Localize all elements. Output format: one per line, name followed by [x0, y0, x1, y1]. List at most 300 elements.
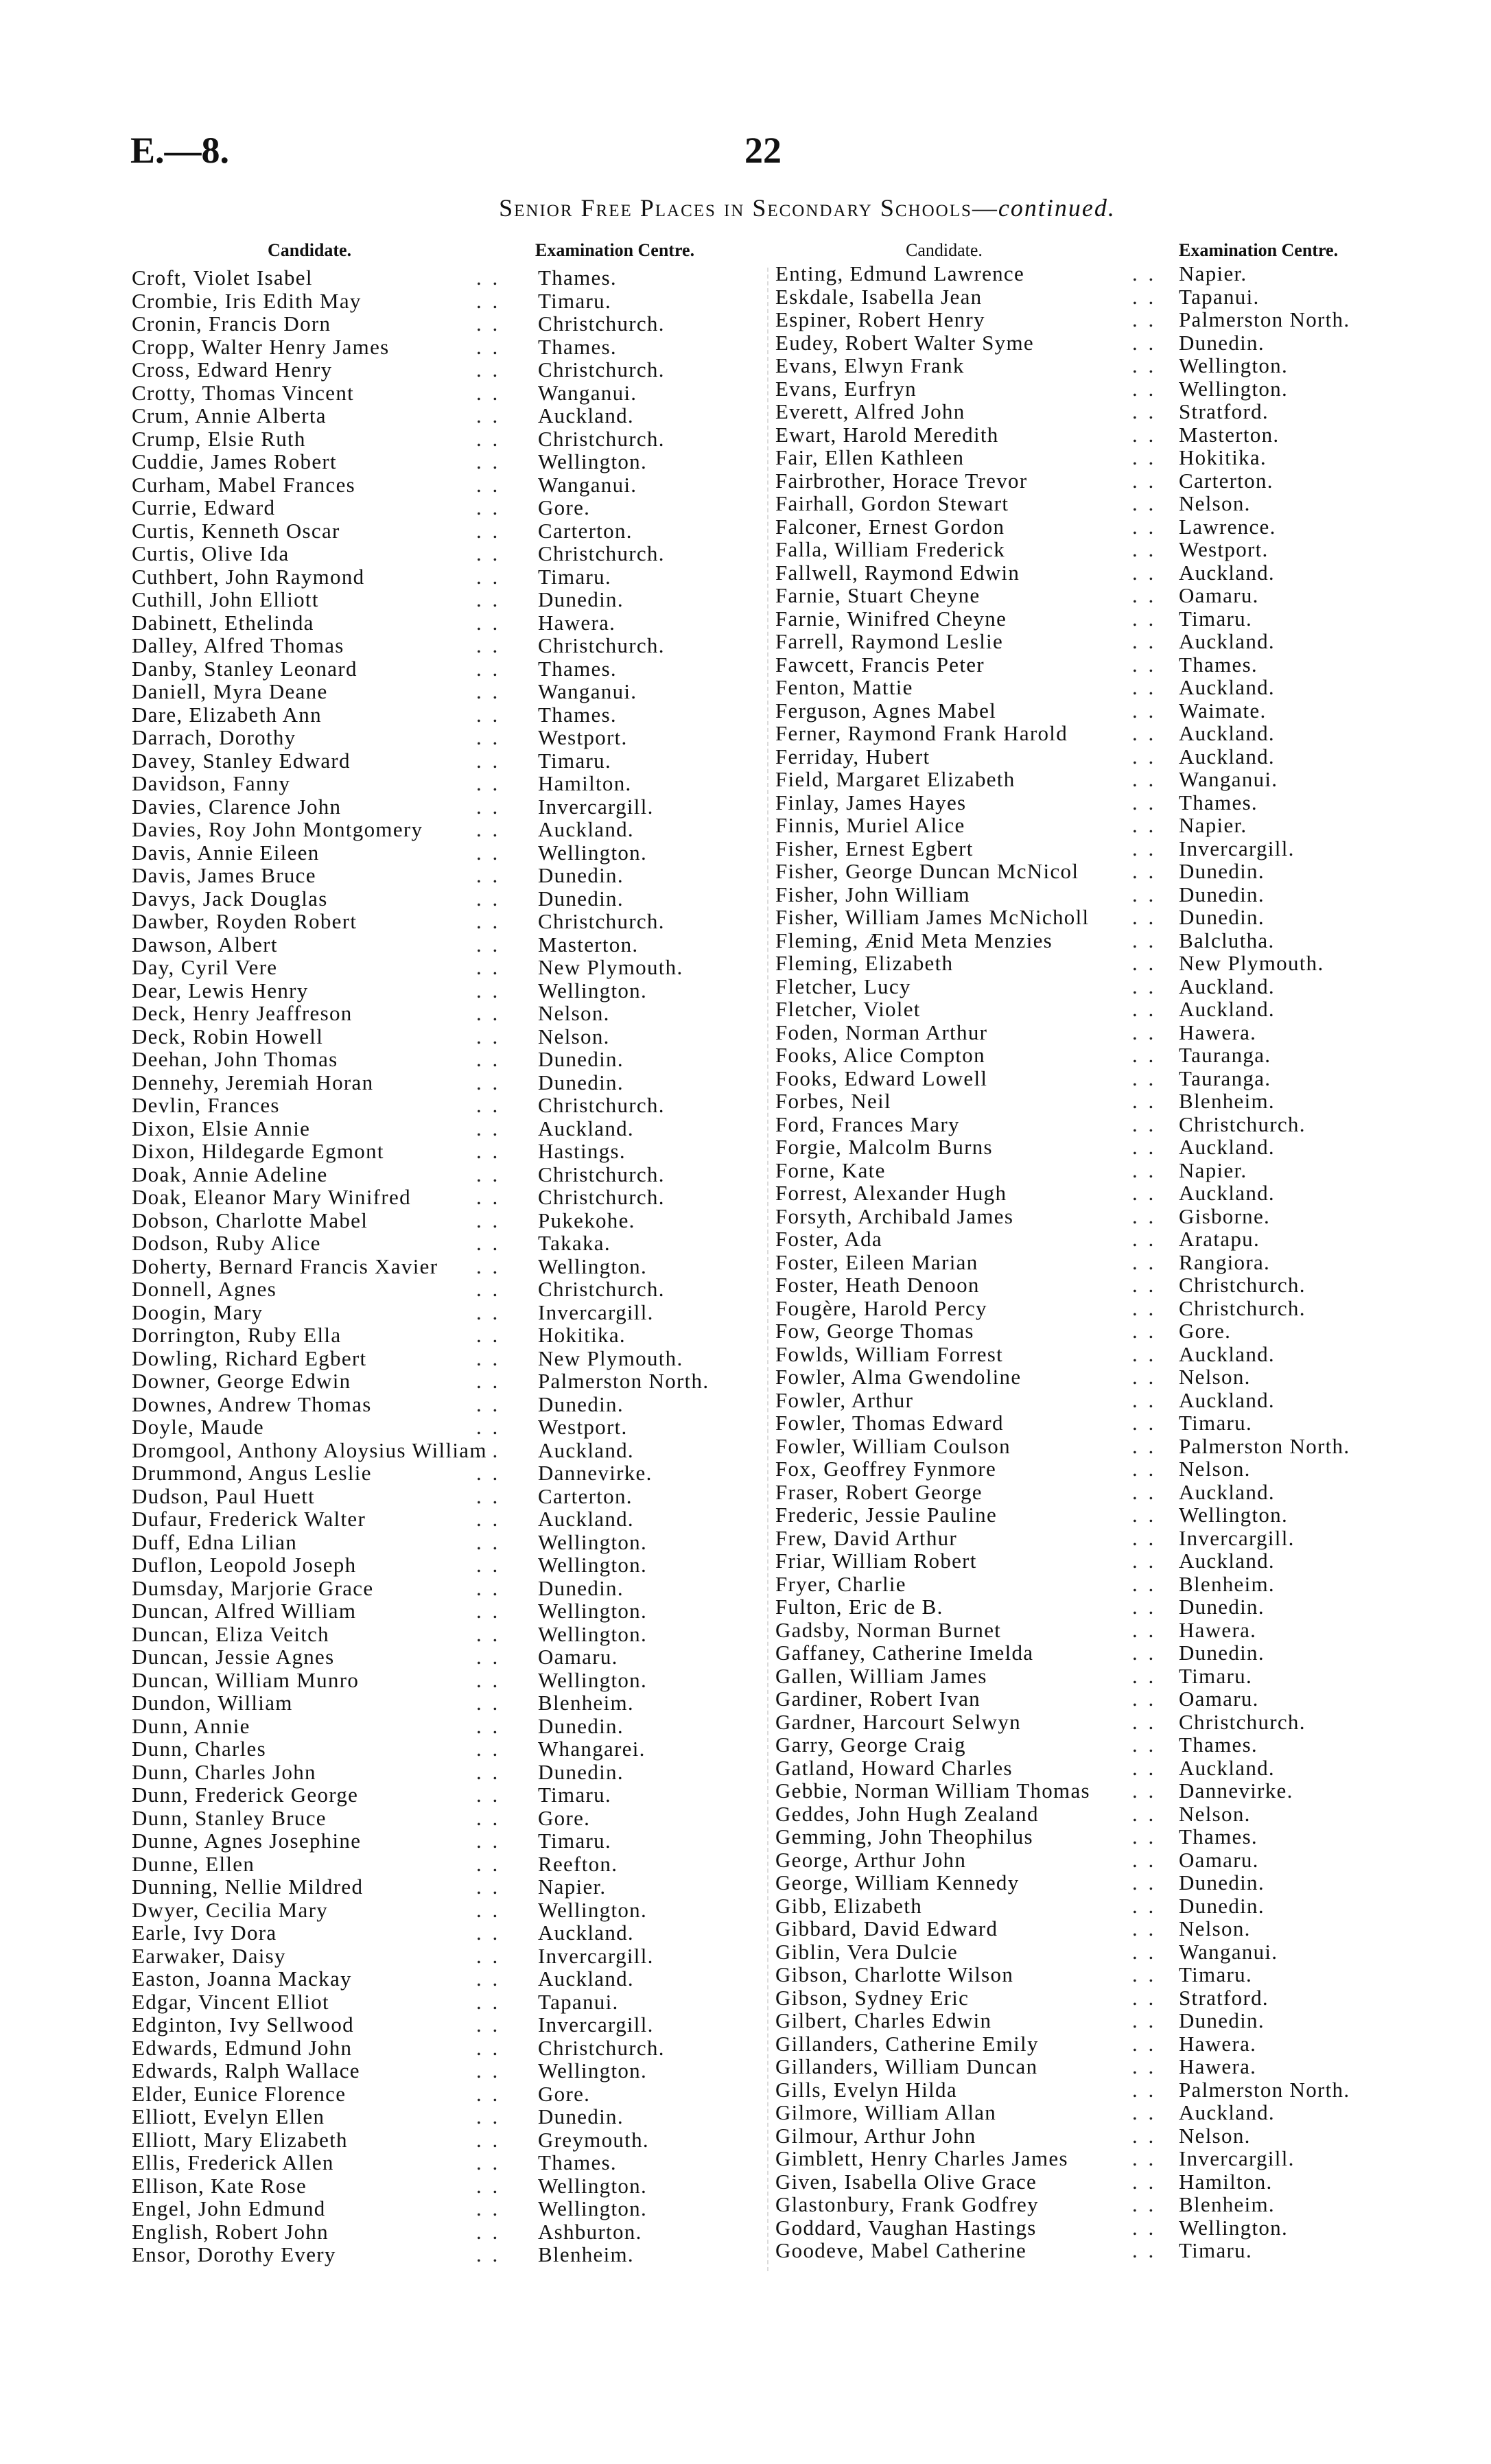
dot-leader	[476, 2220, 500, 2244]
table-row	[132, 1853, 749, 1876]
table-row	[132, 2220, 749, 2244]
table-row	[132, 2174, 749, 2198]
table-row	[775, 2032, 1393, 2056]
examination-centre: Wellington.	[538, 840, 648, 865]
table-row	[132, 588, 749, 611]
dot-leader	[476, 1462, 500, 1485]
dot-leader	[476, 2082, 500, 2106]
dot-leader	[476, 1393, 500, 1416]
candidate-name: Danby, Stanley Leonard	[132, 656, 357, 681]
dot-leader	[476, 2174, 500, 2198]
dot-leader	[476, 956, 500, 979]
candidate-name: Ford, Frances Mary	[775, 1112, 960, 1136]
dot-leader	[476, 1347, 500, 1370]
dot-leader	[1132, 1573, 1156, 1596]
candidate-name: Devlin, Frances	[132, 1093, 280, 1117]
dot-leader	[476, 887, 500, 911]
table-row	[775, 584, 1393, 607]
table-row	[775, 1940, 1393, 1964]
dot-leader	[476, 266, 500, 290]
dot-leader	[1132, 699, 1156, 723]
table-row	[775, 1573, 1393, 1596]
examination-centre: Auckland.	[1179, 1135, 1275, 1159]
examination-centre: Gore.	[1179, 1319, 1232, 1343]
candidate-name: Dunn, Charles	[132, 1737, 266, 1761]
examination-centre: Blenheim.	[1179, 1089, 1275, 1113]
dot-leader	[476, 1829, 500, 1853]
candidate-name: Frederic, Jessie Pauline	[775, 1503, 998, 1527]
candidate-name: Gilbert, Charles Edwin	[775, 2008, 992, 2032]
table-row	[775, 1963, 1393, 1986]
candidate-name: Fawcett, Francis Peter	[775, 652, 985, 677]
dot-leader	[1132, 1274, 1156, 1297]
dot-leader	[476, 2013, 500, 2037]
examination-centre: Dunedin.	[1179, 859, 1265, 883]
table-row	[775, 538, 1393, 561]
examination-centre: Christchurch.	[1179, 1295, 1306, 1320]
examination-centre: Tapanui.	[1179, 284, 1260, 309]
examination-centre: Christchurch.	[538, 1093, 665, 1117]
table-row	[132, 1209, 749, 1232]
examination-centre: Nelson.	[538, 1024, 610, 1048]
table-row	[132, 427, 749, 451]
table-row	[775, 607, 1393, 631]
examination-centre: Tauranga.	[1179, 1066, 1271, 1090]
table-row	[775, 1389, 1393, 1412]
candidate-name: Fairhall, Gordon Stewart	[775, 491, 1009, 515]
table-row	[775, 1549, 1393, 1573]
dot-leader	[476, 1853, 500, 1876]
table-row	[132, 312, 749, 336]
candidate-name: Ferriday, Hubert	[775, 744, 930, 768]
examination-centre: Carterton.	[538, 518, 633, 543]
table-row	[775, 1182, 1393, 1205]
dot-leader	[476, 1186, 500, 1209]
candidate-name: Gadsby, Norman Burnet	[775, 1617, 1002, 1642]
table-row	[775, 515, 1393, 539]
candidate-name: Fenton, Mattie	[775, 675, 913, 699]
examination-centre: Wellington.	[538, 2058, 648, 2082]
candidate-name: Elder, Eunice Florence	[132, 2081, 347, 2106]
candidate-name: Dixon, Hildegarde Egmont	[132, 1139, 384, 1163]
table-row	[775, 2101, 1393, 2124]
table-row	[775, 1411, 1393, 1435]
table-row	[775, 1687, 1393, 1711]
table-row	[132, 1715, 749, 1738]
examination-centre: Napier.	[1179, 813, 1247, 837]
dot-leader	[476, 1599, 500, 1623]
candidate-name: Ferguson, Agnes Mabel	[775, 698, 997, 723]
candidate-name: Forbes, Neil	[775, 1089, 891, 1113]
table-row	[775, 1825, 1393, 1849]
table-row	[132, 290, 749, 313]
dot-leader	[1132, 2193, 1156, 2216]
candidate-name: Ellis, Frederick Allen	[132, 2150, 334, 2174]
examination-centre: Dunedin.	[1179, 905, 1265, 929]
dot-leader	[476, 841, 500, 865]
dot-leader	[1132, 2147, 1156, 2170]
table-row	[775, 423, 1393, 447]
examination-centre: Christchurch.	[1179, 1273, 1306, 1297]
table-row	[775, 929, 1393, 952]
dot-leader	[1132, 1182, 1156, 1205]
table-row	[775, 561, 1393, 585]
examination-centre: Christchurch.	[538, 909, 665, 933]
dot-leader	[476, 519, 500, 543]
examination-centre: Dunedin.	[538, 2104, 624, 2128]
examination-centre: Thames.	[1179, 1824, 1258, 1849]
dot-leader	[476, 1025, 500, 1048]
dot-leader	[1132, 2124, 1156, 2148]
examination-centre: Thames.	[538, 334, 617, 359]
examination-centre: Auckland.	[538, 1116, 634, 1140]
examination-centre: Auckland.	[538, 1507, 634, 1531]
table-row	[132, 1163, 749, 1186]
examination-centre: Wellington.	[1179, 2215, 1289, 2240]
candidate-name: Geddes, John Hugh Zealand	[775, 1801, 1039, 1826]
examination-centre: Auckland.	[1179, 744, 1275, 768]
dot-leader	[476, 542, 500, 565]
examination-centre: Christchurch.	[538, 1162, 665, 1186]
table-row	[775, 331, 1393, 355]
table-row	[775, 1894, 1393, 1918]
examination-centre: Christchurch.	[538, 2035, 665, 2060]
table-row	[132, 519, 749, 543]
table-row	[132, 1899, 749, 1922]
candidate-name: Fletcher, Lucy	[775, 974, 911, 998]
table-row	[132, 1347, 749, 1370]
examination-centre: Auckland.	[538, 403, 634, 427]
table-row	[132, 634, 749, 657]
examination-centre: Dunedin.	[538, 886, 624, 911]
candidate-name: Darrach, Dorothy	[132, 725, 296, 749]
examination-centre: Wellington.	[538, 1254, 648, 1278]
examination-centre: Christchurch.	[538, 1277, 665, 1301]
dot-leader	[476, 427, 500, 451]
examination-centre: Hawera.	[1179, 2031, 1257, 2056]
table-row	[132, 496, 749, 519]
table-row	[132, 358, 749, 382]
candidate-name: Cuthill, John Elliott	[132, 587, 319, 611]
table-row	[132, 1025, 749, 1048]
dot-leader	[1132, 745, 1156, 768]
examination-centre: Auckland.	[1179, 560, 1275, 585]
candidate-name: Field, Margaret Elizabeth	[775, 767, 1015, 791]
examination-centre: Greymouth.	[538, 2127, 649, 2152]
dot-leader	[476, 2197, 500, 2220]
examination-centre: Dunedin.	[1179, 882, 1265, 906]
dot-leader	[476, 1807, 500, 1830]
dot-leader	[1132, 1228, 1156, 1251]
examination-centre: Dunedin.	[538, 863, 624, 887]
dot-leader	[476, 358, 500, 382]
candidate-name: Dodson, Ruby Alice	[132, 1231, 321, 1255]
dot-leader	[1132, 1825, 1156, 1849]
candidate-name: Gatland, Howard Charles	[775, 1755, 1013, 1780]
table-row	[132, 1324, 749, 1347]
dot-leader	[476, 1967, 500, 1991]
table-row	[775, 1481, 1393, 1504]
examination-centre: Wanganui.	[1179, 767, 1278, 791]
table-row	[775, 1527, 1393, 1550]
examination-centre: Hokitika.	[538, 1323, 626, 1347]
candidate-name: Dunne, Agnes Josephine	[132, 1829, 362, 1853]
dot-leader	[1132, 1871, 1156, 1894]
table-row	[132, 404, 749, 427]
examination-centre: Timaru.	[1179, 1962, 1253, 1986]
table-row	[132, 336, 749, 359]
table-row	[775, 1067, 1393, 1090]
candidate-name: Forne, Kate	[775, 1158, 886, 1182]
examination-centre: Oamaru.	[1179, 1687, 1259, 1711]
table-row	[132, 1645, 749, 1669]
candidate-name: Everett, Alfred John	[775, 399, 965, 423]
candidate-name: Friar, William Robert	[775, 1549, 977, 1573]
table-row	[132, 1255, 749, 1278]
table-row	[132, 611, 749, 635]
dot-leader	[476, 382, 500, 405]
table-row	[775, 469, 1393, 493]
dot-leader	[1132, 676, 1156, 699]
examination-centre: Palmerston North.	[1179, 1433, 1350, 1458]
dot-leader	[1132, 561, 1156, 585]
dot-leader	[1132, 1297, 1156, 1320]
dot-leader	[476, 1278, 500, 1301]
table-row	[132, 1048, 749, 1071]
examination-centre: Dannevirke.	[1179, 1779, 1293, 1803]
dot-leader	[476, 749, 500, 773]
dot-leader	[1132, 998, 1156, 1021]
examination-centre: Tauranga.	[1179, 1043, 1271, 1067]
examination-centre: Pukekohe.	[538, 1208, 635, 1232]
table-row	[132, 1002, 749, 1025]
dot-leader	[1132, 883, 1156, 906]
examination-centre: Thames.	[1179, 790, 1258, 814]
examination-centre: Timaru.	[538, 748, 612, 773]
candidate-name: Gimblett, Henry Charles James	[775, 2146, 1068, 2170]
examination-centre: Auckland.	[1179, 1549, 1275, 1573]
candidate-name: Dunne, Ellen	[132, 1851, 255, 1876]
candidate-name: Gibson, Charlotte Wilson	[775, 1962, 1014, 1986]
examination-centre: Hokitika.	[1179, 445, 1267, 469]
examination-centre: Balclutha.	[1179, 928, 1275, 952]
candidate-name: Goddard, Vaughan Hastings	[775, 2215, 1037, 2240]
dot-leader	[1132, 1917, 1156, 1940]
examination-centre: Whangarei.	[538, 1737, 646, 1761]
table-row	[132, 703, 749, 727]
candidate-name: Enting, Edmund Lawrence	[775, 261, 1025, 285]
dot-leader	[1132, 1067, 1156, 1090]
examination-centre: Masterton.	[538, 932, 639, 957]
table-row	[775, 2216, 1393, 2240]
dot-leader	[1132, 952, 1156, 975]
table-row	[132, 450, 749, 473]
candidate-name: Gills, Evelyn Hilda	[775, 2077, 957, 2102]
examination-centre: Christchurch.	[538, 1185, 665, 1209]
dot-leader	[476, 1623, 500, 1646]
table-row	[132, 887, 749, 911]
dot-leader	[1132, 1549, 1156, 1573]
dot-leader	[476, 1163, 500, 1186]
examination-centre: Blenheim.	[538, 1691, 634, 1715]
dot-leader	[1132, 308, 1156, 331]
examination-centre: Hamilton.	[538, 771, 632, 795]
examination-centre: Hawera.	[538, 610, 616, 635]
table-row	[775, 837, 1393, 860]
table-row	[775, 883, 1393, 906]
dot-leader	[1132, 1940, 1156, 1964]
candidate-name: Fooks, Edward Lowell	[775, 1066, 988, 1090]
examination-centre: Wanganui.	[538, 380, 637, 405]
examination-centre: Dunedin.	[538, 1047, 624, 1071]
candidate-name: Fooks, Alice Compton	[775, 1043, 985, 1067]
candidate-name: Dennehy, Jeremiah Horan	[132, 1070, 374, 1094]
table-row	[132, 818, 749, 841]
examination-centre: Stratford.	[1179, 1985, 1269, 2010]
dot-leader	[1132, 1503, 1156, 1527]
table-row	[775, 952, 1393, 975]
table-row	[132, 1485, 749, 1508]
examination-centre: Oamaru.	[1179, 583, 1259, 607]
dot-leader	[476, 404, 500, 427]
dot-leader	[476, 703, 500, 727]
table-row	[775, 2124, 1393, 2148]
dot-leader	[476, 1324, 500, 1347]
dot-leader	[476, 473, 500, 497]
candidate-name: Farrell, Raymond Leslie	[775, 629, 1004, 653]
table-row	[775, 2193, 1393, 2216]
examination-centre: Dunedin.	[1179, 1641, 1265, 1665]
candidate-name: Crombie, Iris Edith May	[132, 288, 362, 313]
candidate-name: Ferner, Raymond Frank Harold	[775, 721, 1068, 745]
table-row	[132, 2197, 749, 2220]
examination-centre: Auckland.	[538, 1438, 634, 1462]
dot-leader	[476, 910, 500, 933]
dot-leader	[1132, 607, 1156, 631]
examination-centre: Palmerston North.	[538, 1369, 709, 1393]
examination-centre: Gore.	[538, 1805, 591, 1830]
table-row	[132, 1553, 749, 1577]
examination-centre: Dunedin.	[538, 1759, 624, 1784]
dot-leader	[1132, 1319, 1156, 1343]
table-row	[775, 1457, 1393, 1481]
examination-centre: Christchurch.	[538, 541, 665, 565]
dot-leader	[1132, 1757, 1156, 1780]
table-row	[132, 1783, 749, 1807]
table-row	[132, 2013, 749, 2037]
table-row	[775, 354, 1393, 377]
table-row	[132, 1967, 749, 1991]
candidate-name: Doyle, Maude	[132, 1415, 264, 1439]
table-row	[132, 1439, 749, 1462]
dot-leader	[1132, 768, 1156, 791]
candidate-name: Crum, Annie Alberta	[132, 403, 327, 427]
dot-leader	[1132, 1527, 1156, 1550]
candidate-name: Goodeve, Mabel Catherine	[775, 2238, 1027, 2262]
table-row	[775, 791, 1393, 814]
examination-centre: Dunedin.	[1179, 1595, 1265, 1619]
examination-centre: Auckland.	[1179, 1181, 1275, 1205]
table-row	[775, 1757, 1393, 1780]
table-row	[132, 542, 749, 565]
candidate-name: Gebbie, Norman William Thomas	[775, 1779, 1090, 1803]
dot-leader	[1132, 469, 1156, 493]
examination-centre: New Plymouth.	[538, 955, 683, 979]
candidate-name: Duncan, Jessie Agnes	[132, 1645, 335, 1669]
dot-leader	[476, 1531, 500, 1554]
dot-leader	[1132, 1021, 1156, 1044]
table-row	[775, 492, 1393, 515]
dot-leader	[1132, 492, 1156, 515]
table-row	[132, 1921, 749, 1945]
right-candidate-header: Candidate.	[906, 240, 983, 260]
examination-centre: Wanganui.	[538, 679, 637, 703]
candidate-name: Dowling, Richard Egbert	[132, 1346, 367, 1370]
table-row	[775, 1021, 1393, 1044]
table-row	[775, 768, 1393, 791]
examination-centre: Christchurch.	[538, 357, 665, 382]
table-row	[132, 2151, 749, 2174]
candidate-name: Gilmour, Arthur John	[775, 2123, 976, 2148]
examination-centre: Thames.	[538, 702, 617, 727]
candidate-name: Fowler, William Coulson	[775, 1433, 1011, 1458]
examination-centre: New Plymouth.	[1179, 951, 1324, 975]
table-row	[132, 1393, 749, 1416]
table-row	[132, 1761, 749, 1784]
dot-leader	[476, 496, 500, 519]
table-row	[775, 1595, 1393, 1619]
table-row	[132, 1807, 749, 1830]
candidate-name: Crotty, Thomas Vincent	[132, 380, 355, 405]
table-row	[132, 1577, 749, 1600]
dot-leader	[476, 1783, 500, 1807]
table-row	[132, 864, 749, 887]
table-row	[775, 2009, 1393, 2032]
table-row	[132, 956, 749, 979]
dot-leader	[476, 2243, 500, 2266]
examination-centre: Wellington.	[538, 1529, 648, 1554]
examination-centre: Napier.	[1179, 261, 1247, 285]
candidate-name: Fowler, Arthur	[775, 1387, 914, 1412]
table-row	[132, 1945, 749, 1968]
candidate-name: Forrest, Alexander Hugh	[775, 1181, 1007, 1205]
dot-leader	[476, 1416, 500, 1439]
table-row	[775, 975, 1393, 998]
table-row	[775, 699, 1393, 723]
dot-leader	[1132, 1435, 1156, 1458]
table-row	[775, 1343, 1393, 1366]
table-row	[775, 1665, 1393, 1688]
dot-leader	[1132, 377, 1156, 401]
candidate-name: Crump, Elsie Ruth	[132, 426, 306, 451]
examination-centre: Wellington.	[538, 1667, 648, 1692]
examination-centre: Wellington.	[1179, 376, 1289, 401]
candidate-name: Deehan, John Thomas	[132, 1047, 338, 1071]
examination-centre: Auckland.	[1179, 1479, 1275, 1504]
dot-leader	[1132, 584, 1156, 607]
examination-centre: Auckland.	[1179, 721, 1275, 745]
dot-leader	[1132, 354, 1156, 377]
candidate-name: Elliott, Evelyn Ellen	[132, 2104, 325, 2128]
candidate-name: Doak, Annie Adeline	[132, 1162, 328, 1186]
candidate-name: Fisher, John William	[775, 882, 970, 906]
table-row	[132, 473, 749, 497]
examination-centre: Thames.	[538, 656, 617, 681]
examination-centre: Gisborne.	[1179, 1204, 1271, 1228]
title-continued: continued.	[998, 194, 1116, 222]
table-row	[132, 1531, 749, 1554]
table-row	[132, 1370, 749, 1393]
